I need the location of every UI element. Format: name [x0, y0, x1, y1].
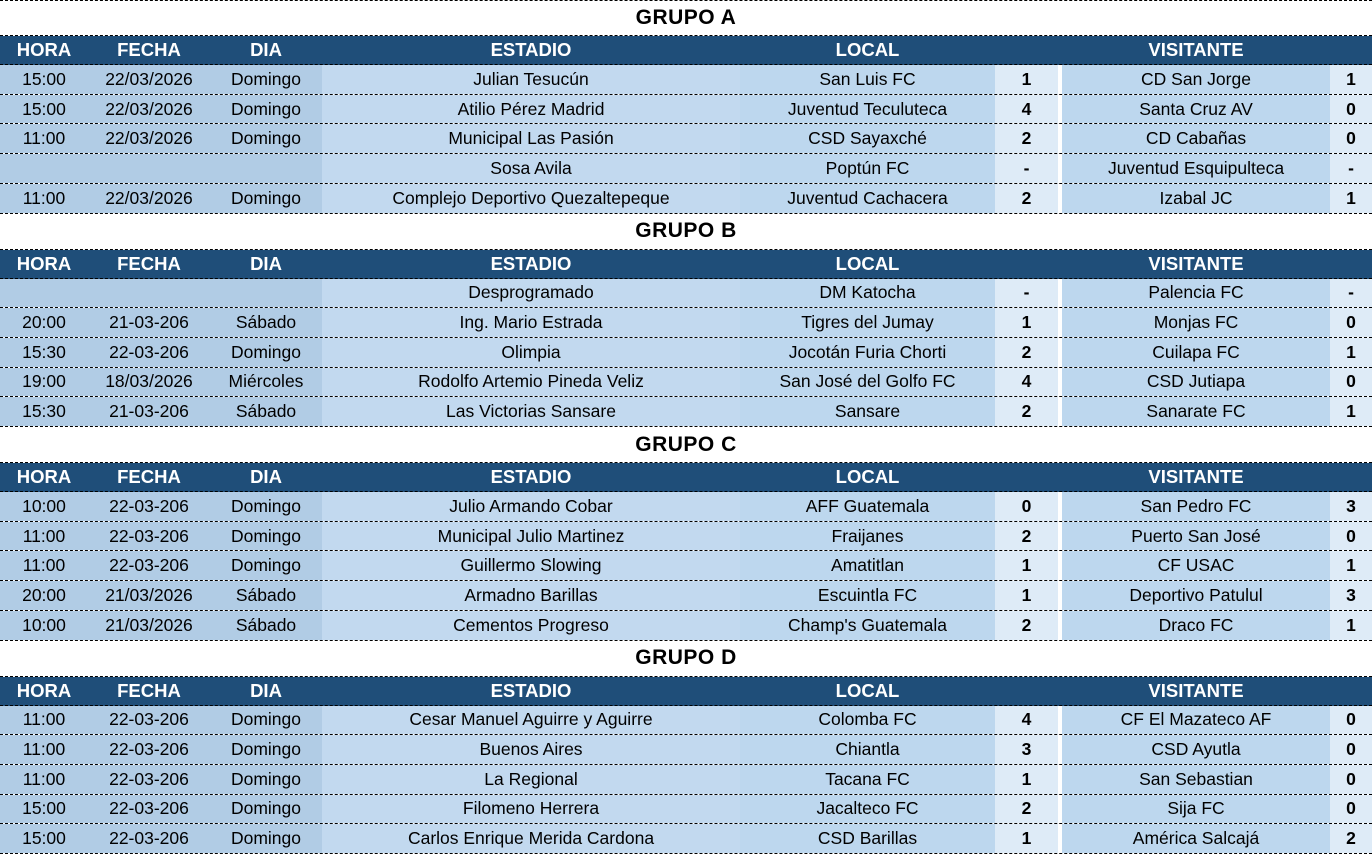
match-row — [0, 279, 1372, 309]
cell-hora: 20:00 — [0, 581, 88, 610]
column-header-fecha: FECHA — [117, 679, 181, 701]
cell-estadio: Municipal Las Pasión — [322, 124, 740, 153]
cell-visitante-team: Cuilapa FC — [1062, 338, 1330, 367]
cell-local-team: San Luis FC — [740, 65, 995, 94]
cell-fecha — [88, 279, 210, 308]
cell-hora: 11:00 — [0, 765, 88, 794]
cell-local-team: CSD Barillas — [740, 824, 995, 853]
cell-local-team: AFF Guatemala — [740, 492, 995, 521]
cell-visitante-score: 0 — [1330, 735, 1372, 764]
group-title-label: GRUPO C — [635, 432, 737, 456]
column-header-visitante-score — [1330, 250, 1372, 278]
cell-local-team: Sansare — [740, 397, 995, 426]
match-row — [0, 95, 1372, 125]
cell-local-team: CSD Sayaxché — [740, 124, 995, 153]
column-header-hora: HORA — [16, 679, 72, 701]
column-header-estadio: ESTADIO — [490, 39, 572, 60]
cell-dia: Domingo — [210, 184, 322, 213]
column-header-estadio: ESTADIO — [490, 679, 572, 701]
cell-local-score: 0 — [995, 492, 1058, 521]
cell-fecha: 18/03/2026 — [88, 368, 210, 397]
cell-visitante-team: Draco FC — [1062, 611, 1330, 640]
cell-hora: 11:00 — [0, 522, 88, 551]
cell-dia: Domingo — [210, 706, 322, 735]
match-row — [0, 154, 1372, 184]
cell-dia: Domingo — [210, 795, 322, 824]
cell-hora: 15:30 — [0, 397, 88, 426]
group-section — [0, 0, 1372, 214]
cell-estadio: Carlos Enrique Merida Cardona — [322, 824, 740, 853]
column-header-visitante-score — [1330, 36, 1372, 64]
cell-fecha — [88, 154, 210, 183]
cell-visitante-score: 3 — [1330, 581, 1372, 610]
column-header-local: LOCAL — [835, 39, 900, 60]
cell-fecha: 21/03/2026 — [88, 581, 210, 610]
cell-visitante-score: 0 — [1330, 308, 1372, 337]
cell-local-team: Colomba FC — [740, 706, 995, 735]
column-header-dia: DIA — [250, 679, 282, 701]
cell-dia — [210, 279, 322, 308]
column-header-hora: HORA — [16, 466, 72, 487]
cell-estadio: Sosa Avila — [322, 154, 740, 183]
match-row — [0, 765, 1372, 795]
cell-hora: 11:00 — [0, 735, 88, 764]
cell-fecha: 22/03/2026 — [88, 65, 210, 94]
cell-local-score: 4 — [995, 95, 1058, 124]
cell-estadio: Complejo Deportivo Quezaltepeque — [322, 184, 740, 213]
cell-dia: Domingo — [210, 824, 322, 853]
cell-dia: Domingo — [210, 735, 322, 764]
cell-dia: Sábado — [210, 611, 322, 640]
cell-dia: Domingo — [210, 124, 322, 153]
cell-local-score: 2 — [995, 611, 1058, 640]
cell-local-team: Juventud Cachacera — [740, 184, 995, 213]
column-header-fecha: FECHA — [117, 466, 181, 487]
match-row — [0, 338, 1372, 368]
column-header-dia: DIA — [250, 252, 282, 274]
column-header-local-score — [995, 463, 1058, 491]
column-header-local-score — [995, 677, 1058, 705]
cell-estadio: Olimpia — [322, 338, 740, 367]
cell-visitante-score: 1 — [1330, 397, 1372, 426]
cell-visitante-score: 0 — [1330, 95, 1372, 124]
cell-local-team: Escuintla FC — [740, 581, 995, 610]
cell-local-score: 2 — [995, 397, 1058, 426]
cell-estadio: Filomeno Herrera — [322, 795, 740, 824]
cell-local-score: 1 — [995, 65, 1058, 94]
column-header-fecha: FECHA — [117, 252, 181, 274]
column-header-estadio: ESTADIO — [490, 466, 572, 487]
cell-estadio: Desprogramado — [322, 279, 740, 308]
cell-fecha: 22/03/2026 — [88, 124, 210, 153]
cell-local-score: 1 — [995, 551, 1058, 580]
cell-dia: Domingo — [210, 765, 322, 794]
cell-visitante-score: 1 — [1330, 65, 1372, 94]
cell-local-team: Tacana FC — [740, 765, 995, 794]
cell-hora: 19:00 — [0, 368, 88, 397]
group-title-label: GRUPO A — [635, 6, 737, 29]
column-header-local: LOCAL — [835, 466, 900, 487]
column-header-visitante-score — [1330, 677, 1372, 705]
cell-hora — [0, 154, 88, 183]
cell-estadio: Guillermo Slowing — [322, 551, 740, 580]
cell-local-score: 1 — [995, 308, 1058, 337]
cell-dia: Miércoles — [210, 368, 322, 397]
cell-estadio: Ing. Mario Estrada — [322, 308, 740, 337]
cell-visitante-score: 2 — [1330, 824, 1372, 853]
cell-visitante-score: 1 — [1330, 551, 1372, 580]
cell-hora: 15:00 — [0, 65, 88, 94]
cell-local-score: 1 — [995, 824, 1058, 853]
cell-local-score: 4 — [995, 706, 1058, 735]
cell-local-team: Fraijanes — [740, 522, 995, 551]
cell-fecha: 22/03/2026 — [88, 184, 210, 213]
column-header-dia: DIA — [250, 39, 282, 60]
cell-estadio: Municipal Julio Martinez — [322, 522, 740, 551]
cell-dia: Domingo — [210, 338, 322, 367]
column-header-hora: HORA — [16, 39, 72, 60]
table-header-row — [0, 36, 1372, 65]
cell-fecha: 22-03-206 — [88, 338, 210, 367]
cell-fecha: 22-03-206 — [88, 824, 210, 853]
cell-hora: 11:00 — [0, 551, 88, 580]
group-title-label: GRUPO D — [635, 646, 737, 669]
cell-hora: 11:00 — [0, 124, 88, 153]
cell-local-score: 4 — [995, 368, 1058, 397]
cell-hora: 10:00 — [0, 492, 88, 521]
cell-local-team: DM Katocha — [740, 279, 995, 308]
cell-hora: 15:00 — [0, 95, 88, 124]
match-row — [0, 551, 1372, 581]
match-row — [0, 65, 1372, 95]
cell-estadio: Julio Armando Cobar — [322, 492, 740, 521]
group-rows — [0, 279, 1372, 428]
column-header-local-score — [995, 36, 1058, 64]
cell-estadio: Atilio Pérez Madrid — [322, 95, 740, 124]
cell-estadio: Cementos Progreso — [322, 611, 740, 640]
cell-estadio: Buenos Aires — [322, 735, 740, 764]
cell-estadio: Rodolfo Artemio Pineda Veliz — [322, 368, 740, 397]
cell-visitante-score: 0 — [1330, 124, 1372, 153]
cell-local-score: 2 — [995, 124, 1058, 153]
table-header-row — [0, 463, 1372, 492]
column-header-visitante-score — [1330, 463, 1372, 491]
cell-local-team: Jocotán Furia Chorti — [740, 338, 995, 367]
cell-visitante-team: CF El Mazateco AF — [1062, 706, 1330, 735]
cell-visitante-score: - — [1330, 279, 1372, 308]
cell-hora: 15:00 — [0, 795, 88, 824]
match-row — [0, 124, 1372, 154]
group-rows — [0, 65, 1372, 214]
cell-fecha: 22-03-206 — [88, 735, 210, 764]
cell-fecha: 22-03-206 — [88, 765, 210, 794]
column-header-local-score — [995, 250, 1058, 278]
match-row — [0, 706, 1372, 736]
group-section — [0, 214, 1372, 428]
group-rows — [0, 492, 1372, 641]
cell-visitante-score: 1 — [1330, 184, 1372, 213]
cell-visitante-score: 3 — [1330, 492, 1372, 521]
group-section — [0, 641, 1372, 854]
table-header-row — [0, 677, 1372, 706]
cell-hora: 15:00 — [0, 824, 88, 853]
cell-dia: Domingo — [210, 522, 322, 551]
cell-visitante-team: CF USAC — [1062, 551, 1330, 580]
cell-dia: Sábado — [210, 581, 322, 610]
cell-visitante-team: CSD Jutiapa — [1062, 368, 1330, 397]
column-header-visitante: VISITANTE — [1148, 39, 1244, 60]
cell-visitante-score: 0 — [1330, 765, 1372, 794]
cell-fecha: 21-03-206 — [88, 308, 210, 337]
cell-dia — [210, 154, 322, 183]
cell-estadio: Cesar Manuel Aguirre y Aguirre — [322, 706, 740, 735]
cell-visitante-team: Juventud Esquipulteca — [1062, 154, 1330, 183]
cell-hora: 10:00 — [0, 611, 88, 640]
cell-local-team: San José del Golfo FC — [740, 368, 995, 397]
cell-local-score: 2 — [995, 522, 1058, 551]
column-header-hora: HORA — [16, 252, 72, 274]
cell-local-score: - — [995, 154, 1058, 183]
cell-visitante-score: 0 — [1330, 368, 1372, 397]
cell-fecha: 21/03/2026 — [88, 611, 210, 640]
cell-local-score: - — [995, 279, 1058, 308]
cell-dia: Domingo — [210, 492, 322, 521]
cell-visitante-team: Sanarate FC — [1062, 397, 1330, 426]
match-row — [0, 368, 1372, 398]
cell-visitante-score: 0 — [1330, 795, 1372, 824]
cell-hora — [0, 279, 88, 308]
match-row — [0, 824, 1372, 854]
cell-local-score: 1 — [995, 581, 1058, 610]
cell-visitante-score: 0 — [1330, 522, 1372, 551]
cell-dia: Domingo — [210, 65, 322, 94]
match-row — [0, 581, 1372, 611]
match-row — [0, 795, 1372, 825]
column-header-local: LOCAL — [835, 252, 900, 274]
cell-local-team: Jacalteco FC — [740, 795, 995, 824]
cell-visitante-team: Izabal JC — [1062, 184, 1330, 213]
match-row — [0, 735, 1372, 765]
cell-fecha: 22-03-206 — [88, 795, 210, 824]
cell-visitante-team: San Pedro FC — [1062, 492, 1330, 521]
cell-estadio: Las Victorias Sansare — [322, 397, 740, 426]
cell-estadio: Armadno Barillas — [322, 581, 740, 610]
cell-visitante-team: Puerto San José — [1062, 522, 1330, 551]
cell-estadio: Julian Tesucún — [322, 65, 740, 94]
group-section — [0, 427, 1372, 641]
cell-fecha: 22-03-206 — [88, 522, 210, 551]
group-rows — [0, 706, 1372, 854]
match-row — [0, 522, 1372, 552]
cell-estadio: La Regional — [322, 765, 740, 794]
match-row — [0, 611, 1372, 641]
cell-local-team: Chiantla — [740, 735, 995, 764]
cell-local-score: 2 — [995, 795, 1058, 824]
cell-fecha: 21-03-206 — [88, 397, 210, 426]
cell-local-score: 2 — [995, 338, 1058, 367]
column-header-local: LOCAL — [835, 679, 900, 701]
cell-local-team: Poptún FC — [740, 154, 995, 183]
cell-local-score: 3 — [995, 735, 1058, 764]
cell-visitante-team: Palencia FC — [1062, 279, 1330, 308]
cell-visitante-team: Sija FC — [1062, 795, 1330, 824]
cell-hora: 15:30 — [0, 338, 88, 367]
cell-local-team: Tigres del Jumay — [740, 308, 995, 337]
column-header-visitante: VISITANTE — [1148, 466, 1244, 487]
column-header-visitante: VISITANTE — [1148, 679, 1244, 701]
column-header-fecha: FECHA — [117, 39, 181, 60]
group-title — [0, 641, 1372, 677]
cell-hora: 20:00 — [0, 308, 88, 337]
column-header-estadio: ESTADIO — [490, 252, 572, 274]
cell-visitante-team: CD San Jorge — [1062, 65, 1330, 94]
cell-local-score: 1 — [995, 765, 1058, 794]
cell-local-team: Amatitlan — [740, 551, 995, 580]
cell-dia: Domingo — [210, 95, 322, 124]
cell-dia: Domingo — [210, 551, 322, 580]
match-row — [0, 492, 1372, 522]
group-title — [0, 0, 1372, 36]
cell-local-score: 2 — [995, 184, 1058, 213]
group-title — [0, 214, 1372, 250]
cell-hora: 11:00 — [0, 706, 88, 735]
cell-dia: Sábado — [210, 308, 322, 337]
cell-visitante-team: CD Cabañas — [1062, 124, 1330, 153]
cell-visitante-score: - — [1330, 154, 1372, 183]
cell-fecha: 22-03-206 — [88, 492, 210, 521]
cell-fecha: 22/03/2026 — [88, 95, 210, 124]
cell-visitante-score: 1 — [1330, 611, 1372, 640]
match-row — [0, 184, 1372, 214]
cell-visitante-score: 1 — [1330, 338, 1372, 367]
cell-visitante-team: San Sebastian — [1062, 765, 1330, 794]
cell-hora: 11:00 — [0, 184, 88, 213]
table-header-row — [0, 250, 1372, 279]
cell-local-team: Juventud Teculuteca — [740, 95, 995, 124]
cell-dia: Sábado — [210, 397, 322, 426]
cell-visitante-team: CSD Ayutla — [1062, 735, 1330, 764]
cell-fecha: 22-03-206 — [88, 706, 210, 735]
cell-visitante-team: Monjas FC — [1062, 308, 1330, 337]
cell-fecha: 22-03-206 — [88, 551, 210, 580]
group-title-label: GRUPO B — [635, 219, 737, 242]
column-header-visitante: VISITANTE — [1148, 252, 1244, 274]
cell-visitante-team: Santa Cruz AV — [1062, 95, 1330, 124]
cell-local-team: Champ's Guatemala — [740, 611, 995, 640]
cell-visitante-score: 0 — [1330, 706, 1372, 735]
cell-visitante-team: América Salcajá — [1062, 824, 1330, 853]
match-row — [0, 397, 1372, 427]
match-row — [0, 308, 1372, 338]
group-title — [0, 427, 1372, 463]
column-header-dia: DIA — [250, 466, 282, 487]
cell-visitante-team: Deportivo Patulul — [1062, 581, 1330, 610]
